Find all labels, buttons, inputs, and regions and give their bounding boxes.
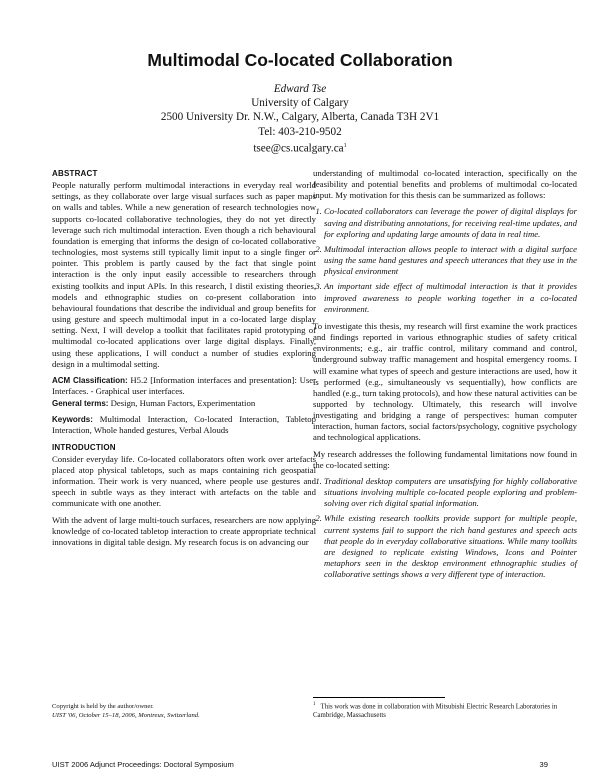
general-terms [52, 398, 316, 409]
copyright-line-1: Copyright is held by the author/owner. [52, 703, 154, 710]
abstract-heading: ABSTRACT [52, 169, 98, 178]
motivation-item: 2. Multimodal interaction allows people to interact with a digital surface using the same hand gestures and speech utterances that they use in the physical environment [324, 244, 577, 277]
page-number: 39 [539, 760, 548, 769]
general-terms-label: General terms: [52, 399, 109, 409]
limitation-item: 2. While existing research toolkits provide support for multiple people, current systems fail to support the rich hand gestures and speech acts that people do in everyday collaborative situations. While many toolkits are designed to replicate existing Windows, Icons and Pointer metaphors seen in the desktop environment ethnographic studies of collaborative settings shows a very different type of interaction. [324, 513, 577, 580]
keywords-text: Multimodal Interaction, Co-located Interaction, Tabletop Interaction, Whole handed gestures, Verbal Alouds [52, 414, 316, 436]
author-footnote-mark: 1 [343, 142, 347, 149]
abstract-text: People naturally perform multimodal interactions in everyday real world settings, as they collaborate over large visual surfaces such as paper maps on walls and tables. While a new generation of research technologies now supports co-located collaborative technologies, they do not yet directly leverage such rich multimodal interaction. Even though a rich behavioural foundation is emerging that informs the design of co-located collaborative technologies, most systems still typically limit input to a single finger or pointer. This problem is partly caused by the fact that single point interaction is the only input easily accessible to researchers through existing toolkits and input APIs. In this research, I distil existing theories, models and ethnographic studies on co-present collaboration into behavioural foundations that describe the individual and group benefits for using gesture and speech multimodal input in a co-located large display setting. Next, I will develop a toolkit that facilitates rapid prototyping of multimodal co-located applications over large digital displays. Finally, using these applications, I will conduct a number of studies exploring design in a multimodal setting. [52, 180, 316, 369]
author-email-line [0, 139, 600, 156]
author-affiliation: University of Calgary [251, 97, 349, 110]
introduction-heading: INTRODUCTION [52, 442, 116, 452]
introduction-paragraph-1: Consider everyday life. Co-located collaborators often work over artefacts placed atop physical tabletops, such as maps containing rich geospatial information. Their work is very nuanced, where people use gestures and speech in subtle ways as they interact with artefacts on the table and communicate with one another. [52, 453, 316, 509]
introduction-paragraph-2: With the advent of large multi-touch surfaces, researchers are now applying knowledge of co-located tabletop interaction to create appropriate technical innovations in digital table design. My research focus is on advancing our [52, 514, 316, 547]
right-paragraph-1: understanding of multimodal co-located interaction, specifically on the feasibility and potential benefits and problems of multimodal co-located input. My motivation for this thesis can be summarized as follows: [313, 168, 577, 201]
motivation-item: 3. An important side effect of multimodal interaction is that it provides improved awareness to people working together in a co-located environment. [324, 281, 577, 314]
author-email[interactable]: tsee@cs.ucalgary.ca [253, 142, 344, 155]
author-block [0, 82, 600, 156]
limitation-item: 1. Traditional desktop computers are unsatisfying for highly collaborative situations involving multiple co-located people exploring and problem-solving over rich digital spatial information. [324, 476, 577, 509]
copyright-line-2: UIST '06, October 15–18, 2006, Montreux, Switzerland. [52, 712, 200, 719]
keywords-label: Keywords: [52, 415, 93, 425]
footnote-mark: 1 [313, 702, 316, 707]
footnote-text: This work was done in collaboration with Mitsubishi Electric Research Laboratories in Cambridge, Massachusetts [313, 703, 558, 720]
paper-title: Multimodal Co-located Collaboration [147, 50, 453, 70]
author-name: Edward Tse [273, 83, 327, 95]
acm-text: H5.2 [Information interfaces and presentation]: User Interfaces. - Graphical user interfaces. [52, 374, 317, 396]
limitations-list [313, 476, 577, 580]
copyright-notice [52, 702, 316, 720]
motivation-list [313, 206, 577, 314]
page-footer [52, 760, 548, 769]
acm-label: ACM Classification: [52, 375, 128, 385]
right-paragraph-2: To investigate this thesis, my research will first examine the work practices and findings reported in various ethnographic studies of safety critical environments; e.g., air traffic control, military command and control, underground subway traffic management and hospital emergency rooms. I will examine what types of speech and gesture interactions are used, how it is performed (e.g., simultaneously vs sequentially), how conflicts are handled (e.g., turn taking protocols), and how these natural activities can be supported by technology. Ultimately, this research will involve investigating and bridging a range of perspectives: human computer interaction, human factors, social factors/psychology, cognitive psychology and technological applications. [313, 320, 577, 443]
right-paragraph-3: My research addresses the following fundamental limitations now found in the co-located setting: [313, 448, 577, 470]
right-column [313, 168, 577, 586]
left-column [52, 168, 316, 553]
author-phone: Tel: 403-210-9502 [258, 125, 342, 138]
keywords [52, 414, 316, 436]
footnote [313, 700, 577, 720]
footnote-divider [313, 697, 445, 698]
acm-classification [52, 375, 316, 397]
general-terms-text: Design, Human Factors, Experimentation [110, 398, 256, 409]
author-address: 2500 University Dr. N.W., Calgary, Alberta, Canada T3H 2V1 [160, 111, 440, 124]
footer-proceedings: UIST 2006 Adjunct Proceedings: Doctoral Symposium [52, 760, 234, 769]
motivation-item: 1. Co-located collaborators can leverage the power of digital displays for saving and distributing annotations, for receiving real-time updates, and for exploring and updating large amounts of data in real time. [324, 206, 577, 239]
